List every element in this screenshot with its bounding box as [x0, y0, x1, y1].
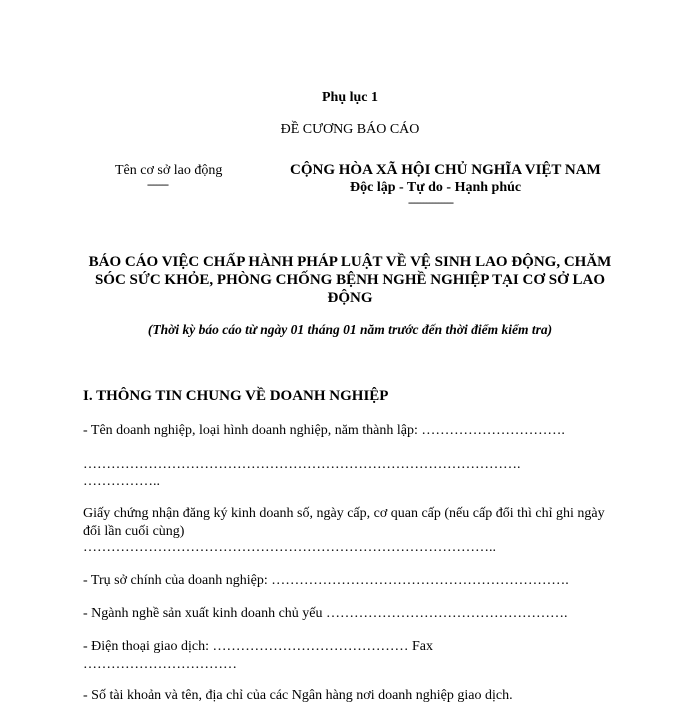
dotted-fill-line: …………….. — [83, 474, 160, 489]
dotted-fill-line: …………………………………………………………………………………. — [83, 457, 521, 472]
national-motto: Độc lập - Tự do - Hạnh phúc — [350, 180, 522, 195]
org-name-label: Tên cơ sở lao động — [115, 163, 223, 178]
report-period: (Thời kỳ báo cáo từ ngày 01 tháng 01 năm trước đến thời điểm kiểm tra) — [147, 322, 553, 337]
outline-title: ĐỀ CƯƠNG BÁO CÁO — [280, 122, 420, 137]
appendix-label: Phụ lục 1 — [321, 90, 378, 105]
national-title: CỘNG HÒA XÃ HỘI CHỦ NGHĨA VIỆT NAM — [290, 162, 601, 178]
motto-dash-divider: --------------- — [408, 195, 453, 209]
business-cert-line: Giấy chứng nhận đăng ký kinh doanh số, ngày cấp, cơ quan cấp (nếu cấp đổi thì chỉ ghi ngày đổi lần cuối cùng) — [83, 506, 605, 539]
head-office-line: - Trụ sở chính của doanh nghiệp: ………………………………………………………. — [83, 573, 569, 588]
business-sector-line: - Ngành nghề sản xuất kinh doanh chủ yếu ……………………………………………. — [83, 606, 568, 621]
dotted-fill-line: …………………………… — [83, 657, 237, 672]
report-title: BÁO CÁO VIỆC CHẤP HÀNH PHÁP LUẬT VỀ VỆ SINH LAO ĐỘNG, CHĂM SÓC SỨC KHỎE, PHÒNG CHỐNG BỆNH NGHỀ NGHIỆP TẠI CƠ SỞ LAO ĐỘNG — [88, 254, 612, 306]
phone-fax-line: - Điện thoại giao dịch: …………………………………… Fax — [83, 639, 433, 654]
section-heading: I. THÔNG TIN CHUNG VỀ DOANH NGHIỆP — [83, 388, 389, 404]
org-dash-divider: ------- — [147, 177, 168, 191]
company-name-line: - Tên doanh nghiệp, loại hình doanh nghiệp, năm thành lập: …………………………. — [83, 423, 565, 438]
bank-account-line: - Số tài khoản và tên, địa chỉ của các Ngân hàng nơi doanh nghiệp giao dịch. — [83, 688, 513, 703]
dotted-fill-line: …………………………………………………………………………….. — [83, 540, 496, 555]
